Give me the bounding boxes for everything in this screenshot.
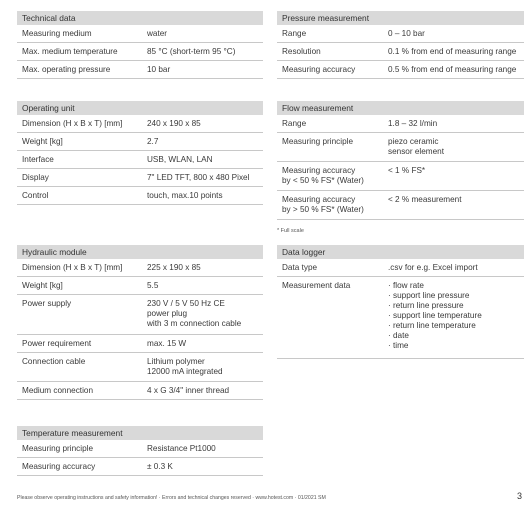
table-row xyxy=(17,277,263,295)
data-logger-header: Data logger xyxy=(277,245,524,259)
table-row xyxy=(17,43,263,61)
row-value: piezo ceramic sensor element xyxy=(388,137,444,156)
table-row xyxy=(17,259,263,277)
list-item: · date xyxy=(388,331,409,340)
row-label: Measurement data xyxy=(282,281,351,290)
list-item: · support line pressure xyxy=(388,291,470,300)
table-row xyxy=(277,115,524,133)
row-value: 0.1 % from end of measuring range xyxy=(388,47,517,56)
row-value: 0.5 % from end of measuring range xyxy=(388,65,517,74)
row-value: 2.7 xyxy=(147,137,159,146)
row-value: 225 x 190 x 85 xyxy=(147,263,201,272)
table-row xyxy=(277,259,524,277)
row-label: Resolution xyxy=(282,47,321,56)
table-row xyxy=(17,187,263,205)
row-value: 85 °C (short-term 95 °C) xyxy=(147,47,236,56)
flow-measurement-header: Flow measurement xyxy=(277,101,524,115)
row-label: Measuring accuracy xyxy=(282,65,356,74)
row-label: Measuring principle xyxy=(282,137,353,146)
table-row xyxy=(17,440,263,458)
row-label: Connection cable xyxy=(22,357,86,366)
table-row xyxy=(277,43,524,61)
table-row xyxy=(277,25,524,43)
hydraulic-module-table xyxy=(17,245,263,400)
list-item: · return line temperature xyxy=(388,321,476,330)
row-label: Max. medium temperature xyxy=(22,47,118,56)
row-value: USB, WLAN, LAN xyxy=(147,155,213,164)
table-row xyxy=(17,151,263,169)
row-value: 240 x 190 x 85 xyxy=(147,119,201,128)
row-label: Medium connection xyxy=(22,386,93,395)
temperature-measurement-table xyxy=(17,426,263,476)
footnote: * Full scale xyxy=(277,228,304,234)
list-item: · support line temperature xyxy=(388,311,482,320)
row-label: Power requirement xyxy=(22,339,92,348)
row-value: < 1 % FS* xyxy=(388,166,426,175)
row-value: 10 bar xyxy=(147,65,171,74)
row-label: Display xyxy=(22,173,49,182)
data-logger-table xyxy=(277,245,524,359)
row-value xyxy=(388,277,524,358)
temperature-measurement-header: Temperature measurement xyxy=(17,426,263,440)
row-label: Data type xyxy=(282,263,318,272)
table-row xyxy=(17,458,263,476)
row-value: touch, max.10 points xyxy=(147,191,223,200)
row-label: Measuring accuracy xyxy=(22,462,96,471)
row-value: 7" LED TFT, 800 x 480 Pixel xyxy=(147,173,250,182)
row-value: 1.8 – 32 l/min xyxy=(388,119,438,128)
page-footer: Please observe operating instructions and safety information! · Errors and technical changes reserved · www.hotest.com · 01/2021 SM xyxy=(17,495,326,501)
row-value: < 2 % measurement xyxy=(388,195,462,204)
row-label: Range xyxy=(282,119,307,128)
row-label: Interface xyxy=(22,155,54,164)
pressure-measurement-header: Pressure measurement xyxy=(277,11,524,25)
row-label: Measuring medium xyxy=(22,29,92,38)
flow-measurement-table xyxy=(277,101,524,220)
operating-unit-header: Operating unit xyxy=(17,101,263,115)
row-label: Weight [kg] xyxy=(22,137,63,146)
row-value: 5.5 xyxy=(147,281,159,290)
list-item: · flow rate xyxy=(388,281,424,290)
row-value: .csv for e.g. Excel import xyxy=(388,263,478,272)
table-row xyxy=(17,133,263,151)
table-row xyxy=(277,277,524,359)
row-label: Measuring accuracy by < 50 % FS* (Water) xyxy=(282,166,364,185)
row-label: Weight [kg] xyxy=(22,281,63,290)
table-row xyxy=(17,295,263,335)
row-label: Max. operating pressure xyxy=(22,65,111,74)
row-value: Resistance Pt1000 xyxy=(147,444,216,453)
technical-data-header: Technical data xyxy=(17,11,263,25)
row-label: Dimension (H x B x T) [mm] xyxy=(22,119,123,128)
row-value: ± 0.3 K xyxy=(147,462,173,471)
row-label: Measuring accuracy by > 50 % FS* (Water) xyxy=(282,195,364,214)
row-value: Lithium polymer 12000 mA integrated xyxy=(147,357,223,376)
row-label: Power supply xyxy=(22,299,72,308)
table-row xyxy=(17,115,263,133)
technical-data-table xyxy=(17,11,263,79)
row-label: Range xyxy=(282,29,307,38)
table-row xyxy=(17,25,263,43)
table-row xyxy=(277,61,524,79)
table-row xyxy=(277,133,524,162)
row-value: 4 x G 3/4" inner thread xyxy=(147,386,230,395)
table-row xyxy=(17,335,263,353)
page-number: 3 xyxy=(517,491,523,501)
measurement-data-list xyxy=(388,281,524,351)
row-value: max. 15 W xyxy=(147,339,187,348)
row-label: Dimension (H x B x T) [mm] xyxy=(22,263,123,272)
table-row xyxy=(17,169,263,187)
row-value: 230 V / 5 V 50 Hz CE power plug with 3 m connection cable xyxy=(147,299,242,328)
hydraulic-module-header: Hydraulic module xyxy=(17,245,263,259)
table-row xyxy=(17,61,263,79)
row-value: water xyxy=(147,29,168,38)
row-label: Control xyxy=(22,191,49,200)
table-row xyxy=(17,382,263,400)
list-item: · time xyxy=(388,341,409,350)
pressure-measurement-table xyxy=(277,11,524,79)
operating-unit-table xyxy=(17,101,263,205)
table-row xyxy=(277,191,524,220)
row-label: Measuring principle xyxy=(22,444,93,453)
list-item: · return line pressure xyxy=(388,301,464,310)
table-row xyxy=(277,162,524,191)
row-value: 0 – 10 bar xyxy=(388,29,425,38)
table-row xyxy=(17,353,263,382)
